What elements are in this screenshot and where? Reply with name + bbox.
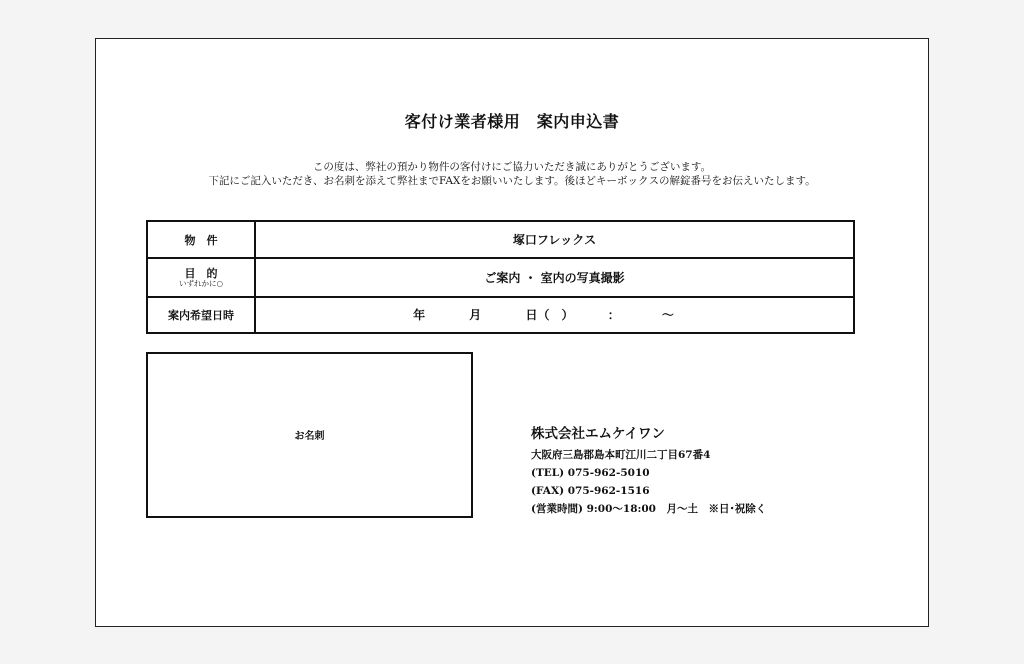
datetime-year: 年 <box>413 308 426 323</box>
datetime-tilde: ～ <box>661 308 674 323</box>
form-row-datetime <box>147 297 854 333</box>
business-card-label: お名刺 <box>294 431 325 442</box>
datetime-day: 日（ ） <box>525 308 574 323</box>
purpose-label: 目 的 <box>184 267 218 280</box>
datetime-label: 案内希望日時 <box>147 297 255 333</box>
purpose-note: いずれかに○ <box>178 279 224 288</box>
form-row-property <box>147 221 854 258</box>
application-form-table <box>146 220 855 334</box>
company-tel: (TEL) 075-962-5010 <box>531 467 650 479</box>
purpose-label-cell <box>147 258 255 296</box>
business-card-box <box>146 352 473 518</box>
datetime-month: 月 <box>469 308 482 323</box>
company-name: 株式会社エムケイワン <box>531 426 666 442</box>
intro-line-2: 下記にご記入いただき、お名刺を添えて弊社までFAXをお願いいたします。後ほどキーボックスの解錠番号をお伝えいたします。 <box>208 175 816 187</box>
datetime-value <box>255 297 854 333</box>
company-info <box>531 422 766 518</box>
property-label: 物 件 <box>147 221 255 258</box>
document-page <box>95 38 929 627</box>
company-hours: (営業時間) 9:00～18:00 月～土 ※日･祝除く <box>531 503 767 515</box>
purpose-value: ご案内 ・ 室内の写真撮影 <box>255 258 854 296</box>
page-title: 客付け業者様用 案内申込書 <box>404 112 620 131</box>
company-fax: (FAX) 075-962-1516 <box>531 485 650 497</box>
intro-line-1: この度は、弊社の預かり物件の客付けにご協力いただき誠にありがとうございます。 <box>312 161 712 173</box>
form-row-purpose <box>147 258 854 296</box>
datetime-colon: ： <box>607 308 620 323</box>
property-value: 塚口フレックス <box>255 221 854 258</box>
company-address: 大阪府三島郡島本町江川二丁目67番4 <box>531 449 711 461</box>
intro-text <box>96 160 928 188</box>
